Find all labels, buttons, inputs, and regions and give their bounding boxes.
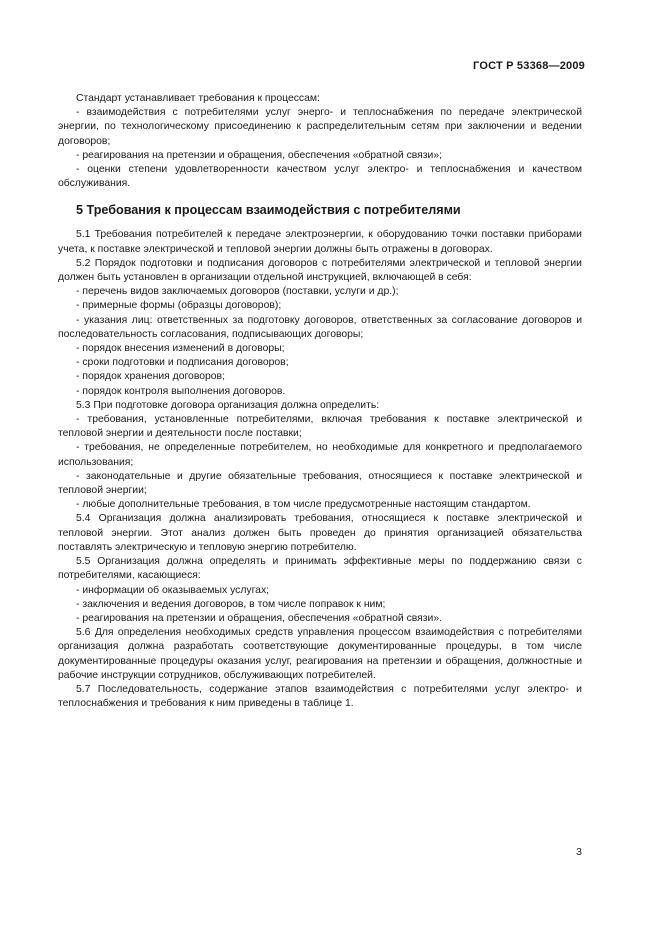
list-item: - реагирования на претензии и обращения, обеспечения «обратной связи». bbox=[76, 612, 443, 624]
list-item: - порядок внесения изменений в договоры; bbox=[76, 343, 285, 355]
paragraph-5-6: 5.6 Для определения необходимых средств управления процессом взаимодействия с потребителями организация должна разработать соответствующие документированные процедуры, в том числе документированные процедуры оказания услуг, реагирования на претензии и обращения, должностные и рабочие инструкции сотрудников, обслуживающих потребителей. bbox=[58, 627, 582, 681]
intro-item: - реагирования на претензии и обращения, обеспечения «обратной связи»; bbox=[76, 149, 443, 161]
list-item: - любые дополнительные требования, в том числе предусмотренные настоящим стандартом. bbox=[76, 499, 531, 511]
paragraph-5-3: 5.3 При подготовке договора организация должна определить: bbox=[76, 399, 380, 411]
list-item: - заключения и ведения договоров, в том числе поправок к ним; bbox=[76, 598, 386, 610]
page-number: 3 bbox=[576, 846, 582, 858]
document-id-header: ГОСТ Р 53368—2009 bbox=[473, 60, 585, 72]
paragraph-5-7: 5.7 Последовательность, содержание этапов взаимодействия с потребителями услуг электро- и теплоснабжения и требования к ним приведены в таблице 1. bbox=[58, 683, 582, 710]
list-item: - сроки подготовки и подписания договоров; bbox=[76, 357, 289, 369]
list-item: - информации об оказываемых услугах; bbox=[76, 584, 270, 596]
list-item: - требования, не определенные потребителем, но необходимые для конкретного и предполагаемого использования; bbox=[58, 442, 582, 468]
intro-item: - оценки степени удовлетворенности качеством услуг электро- и теплоснабжения и качеством обслуживания. bbox=[58, 164, 582, 190]
section-5-heading: 5 Требования к процессам взаимодействия с потребителями bbox=[76, 203, 461, 218]
list-item: - указания лиц: ответственных за подготовку договоров, ответственных за согласование договоров и последовательность согласования, подписывающих договоры; bbox=[58, 314, 582, 340]
intro-lead: Стандарт устанавливает требования к процессам: bbox=[76, 93, 320, 104]
paragraph-5-5: 5.5 Организация должна определять и принимать эффективные меры по поддержанию связи с потребителями, касающиеся: bbox=[58, 556, 582, 582]
paragraph-5-4: 5.4 Организация должна анализировать требования, относящиеся к поставке электрической и тепловой энергии. Этот анализ должен быть проведен до принятия организацией обязательства поставлять электрическую и тепловую энергию потребителю. bbox=[58, 513, 582, 553]
list-item: - законодательные и другие обязательные требования, относящиеся к поставке электрической и тепловой энергии; bbox=[58, 470, 582, 497]
intro-item: - взаимодействия с потребителями услуг энерго- и теплоснабжения по передаче электрической энергии, по технологическому присоединению к распределительным сетям при заключении и ведении договоров; bbox=[58, 107, 582, 147]
list-item: - примерные формы (образцы договоров); bbox=[76, 300, 282, 312]
paragraph-5-2: 5.2 Порядок подготовки и подписания договоров с потребителями электрической и тепловой энергии должен быть установлен в организации отдельной инструкцией, включающей в себя: bbox=[58, 257, 582, 284]
list-item: - порядок контроля выполнения договоров. bbox=[76, 385, 286, 397]
paragraph-5-1: 5.1 Требования потребителей к передаче электроэнергии, к оборудованию точки поставки приборами учета, к поставке электрической и тепловой энергии должны быть отражены в договорах. bbox=[58, 229, 582, 255]
document-body bbox=[58, 92, 582, 711]
list-item: - перечень видов заключаемых договоров (поставки, услуги и др.); bbox=[76, 286, 399, 298]
list-item: - порядок хранения договоров; bbox=[76, 371, 225, 383]
list-item: - требования, установленные потребителями, включая требования к поставке электрической и тепловой энергии и деятельности после поставки; bbox=[58, 414, 582, 440]
